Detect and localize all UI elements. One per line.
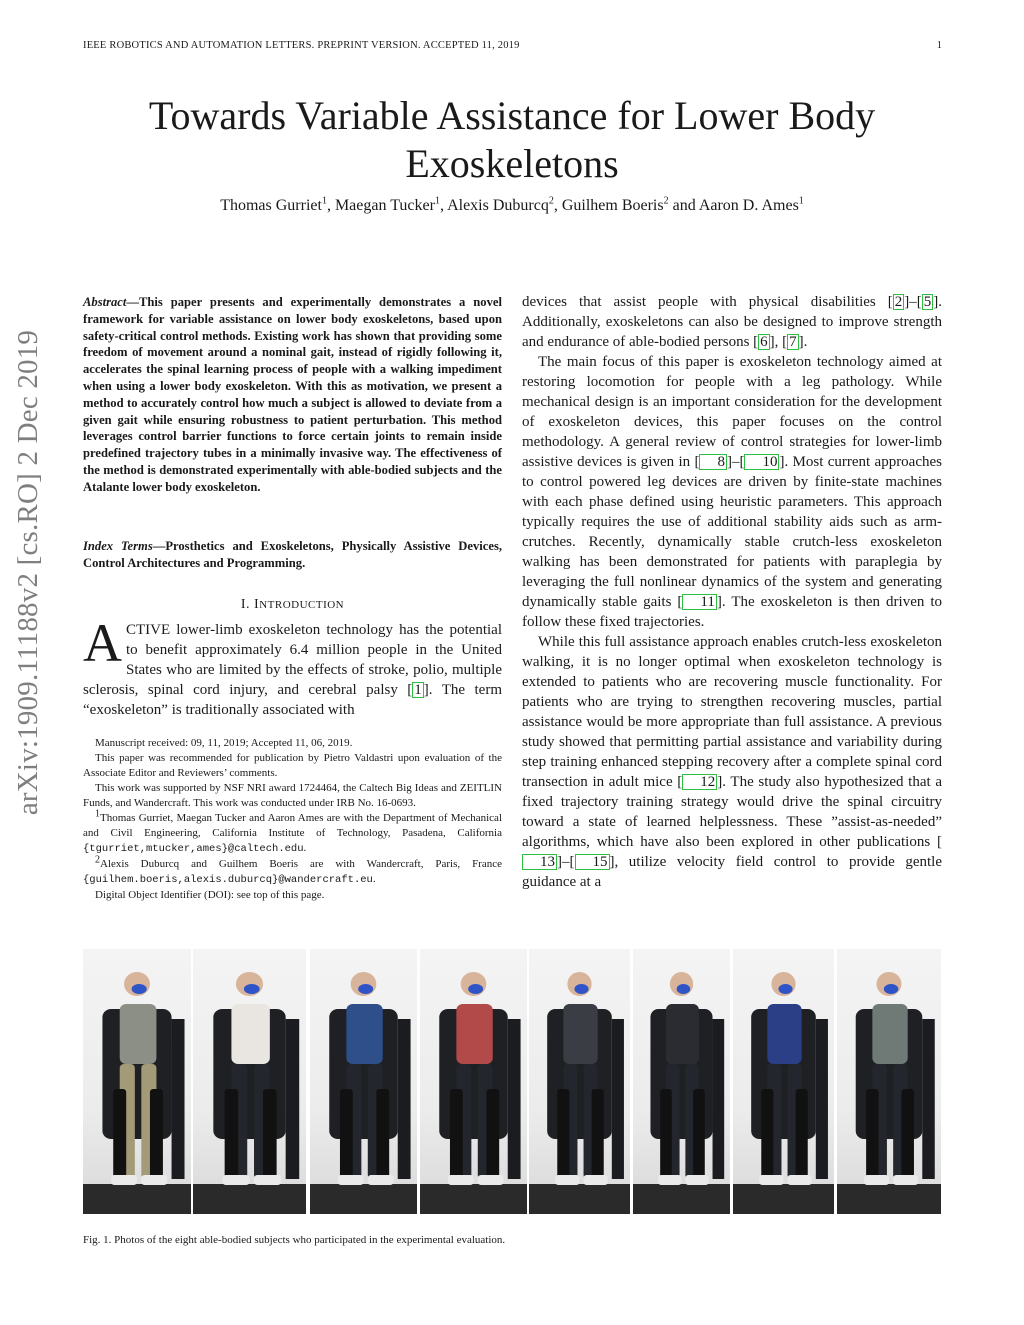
drop-cap: A [83,613,122,673]
citation-link[interactable]: 1 [414,682,422,698]
aff1-text: Thomas Gurriet, Maegan Tucker and Aaron Ames are with the Department of Mechanical and Civil Engineering, California Institute of Technology, Pasadena, California [83,812,502,839]
section-rest: NTRODUCTION [259,599,345,611]
aff1-email[interactable]: {tgurriet,mtucker,ames}@caltech.edu [83,843,304,855]
author-name: Alexis Duburcq [447,197,549,214]
footnote-manuscript: Manuscript received: 09, 11, 2019; Accepted 11, 06, 2019. [95,737,353,749]
arxiv-stamp-text: arXiv:1909.11188v2 [cs.RO] 2 Dec 2019 [12,329,45,815]
citation-link[interactable]: 12 [682,774,717,790]
aff1-end: . [303,842,307,854]
author-list: Thomas Gurriet$^1$, Maegan Tucker$^1$, Alexis Duburcq$^2$, Guilhem Boeris$^2$ and Aaron D. Ames$^1$ [220,195,804,214]
abstract-text: —This paper presents and experimentally demonstrates a novel framework for variable assistance on lower body exoskeletons, based upon safety-critical control methods. Existing work has shown that providing some freedom of movement around a nominal gait, instead of rigidly following it, accelerates the spinal learning process of people with a walking impediment when using a lower body exoskeleton. With this as motivation, we present a method to accurately control how much a subject is allowed to deviate from a given gait while ensuring robustness to patient perturbation. This method leverages control barrier functions to force certain joints to remain inside predefined trajectory tubes in a minimally invasive way. The effectiveness of the method is demonstrated experimentally with able-bodied subjects and the Atalante lower body exoskeleton. [83,295,502,494]
arxiv-stamp [0,329,59,815]
right-column [522,292,942,892]
right-paragraph-3: While this full assistance approach enables crutch-less exoskeleton walking, it is no longer optimal when exoskeleton technology is extended to patients who are recovering muscle functionality. For patients who are trying to strengthen recovering muscles, partial assistance would be more appropriate than full assistance. A previous study showed that permitting partial assistance and variability during step training enhanced stepping recovery after a complete spinal cord transection in adult mice [ 12 ]. The study also hypothesized that a fixed trajectory training strategy would drive the spinal circuitry toward a state of learned helplessness. These ”assist-as-needed” algorithms, which have also been explored in other publications [13 ]–[ 15 ], utilize velocity field control to provide gentle guidance at a [522,634,942,890]
footnote-affiliation-2 [83,854,502,888]
aff2-text: Alexis Duburcq and Guilhem Boeris are with Wandercraft, Paris, France [100,858,502,870]
section-first-letter: I [254,597,260,612]
section-number: I. [240,597,251,612]
citation-link[interactable]: 7 [789,334,797,350]
footnote-recommended: This paper was recommended for publication by Pietro Valdastri upon evaluation of the Associate Editor and Reviewers’ comments. [83,752,502,779]
section-heading [83,597,502,613]
right-paragraph-2: The main focus of this paper is exoskeleton technology aimed at restoring locomotion for people with a leg pathology. While mechanical design is an important consideration for the development of exoskeleton devices, this paper focuses on the control methodology. A general review of control strategies for lower-limb assistive devices is given in [ 8 ]–[ 10 ]. Most current approaches to control powered leg devices are driven by finite-state machines with each phase defined using heuristic parameters. This approach typically requires the use of additional stability aids such as arm-crutches. Recently, dynamically stable crutch-less exoskeleton walking has been demonstrated for patients with paraplegia by leveraging the full nonlinear dynamics of the system and generating dynamically stable gaits [ 11 ]. The exoskeleton is then driven to follow these fixed trajectories. [522,354,942,630]
citation-link[interactable]: 5 [923,294,932,310]
footnote-support: This work was supported by NSF NRI award 1724464, the Caltech Big Ideas and ZEITLIN Funds, and Wandercraft. This work was conducted under IRB No. 16-0693. [83,782,502,809]
subject-photo [529,949,630,1214]
subject-photo [310,949,417,1214]
abstract-label: Abstract [83,295,127,309]
citation-link[interactable]: 6 [760,334,768,350]
footnotes [83,736,502,903]
subject-photo [837,949,941,1214]
author-affiliation-mark: 2 [548,195,554,207]
author-affiliation-mark: 1 [798,195,804,207]
index-terms [83,538,502,572]
aff1-mark: 1 [95,808,100,820]
citation-link[interactable]: 10 [744,454,779,470]
intro-text-1: CTIVE lower-limb exoskeleton technology has the potential to benefit approximately 6.4 million people in the United States who are limited by the effects of stroke, polio, multiple sclerosis, spinal cord injury, and cerebral palsy [83,622,502,698]
citation-link[interactable]: 13 [522,854,557,870]
citation-link[interactable]: 15 [575,854,610,870]
subject-photo [193,949,306,1214]
index-terms-text: —Prosthetics and Exoskeletons, Physically Assistive Devices, Control Architectures and Programming. [83,539,503,570]
author-name: Guilhem Boeris [561,197,664,214]
author-affiliation-mark: 2 [663,195,669,207]
aff2-email[interactable]: {guilhem.boeris,alexis.duburcq}@wandercraft.eu [83,874,373,886]
running-header: IEEE ROBOTICS AND AUTOMATION LETTERS. PREPRINT VERSION. ACCEPTED 11, 2019 [83,40,520,51]
subject-photo [733,949,834,1214]
subject-photo [420,949,527,1214]
index-terms-label: Index Terms [83,539,153,553]
subject-photo [633,949,730,1214]
right-paragraph-1: devices that assist people with physical disabilities [ 2 ]–[ 5 ]. Additionally, exoskeletons can also be designed to improve strength and endurance of able-bodied persons [ 6 ], [ 7 ]. [522,294,942,350]
author-affiliation-mark: 1 [434,195,440,207]
subject-photo [83,949,191,1214]
figure-photo-strip [83,949,941,1214]
footnote-affiliation-1 [83,808,502,857]
aff2-end: . [372,873,376,885]
intro-text-2: . The term “exoskeleton” is traditionally associated with [83,682,502,718]
author-name: Aaron D. Ames [698,197,799,214]
citation-link[interactable]: 2 [894,294,903,310]
author-name: Maegan Tucker [334,197,435,214]
author-name: Thomas Gurriet [220,197,322,214]
citation-link[interactable]: 11 [682,594,716,610]
abstract [83,294,502,496]
figure-caption: Fig. 1. Photos of the eight able-bodied subjects who participated in the experimental evaluation. [83,1234,506,1246]
page-number: 1 [936,40,942,51]
paper-title: Towards Variable Assistance for Lower Body Exoskeletons [148,93,876,186]
intro-paragraph: ACTIVE lower-limb exoskeleton technology has the potential to benefit approximately 6.4 million people in the United States who are limited by the effects of stroke, polio, multiple sclerosis, spinal cord injury, and cerebral palsy [ 1 ]. The term “exoskeleton” is traditionally associated with [83,613,502,718]
footnote-doi: Digital Object Identifier (DOI): see top of this page. [95,889,325,901]
citation-link[interactable]: 8 [699,454,727,470]
aff2-mark: 2 [95,854,100,866]
author-affiliation-mark: 1 [321,195,327,207]
